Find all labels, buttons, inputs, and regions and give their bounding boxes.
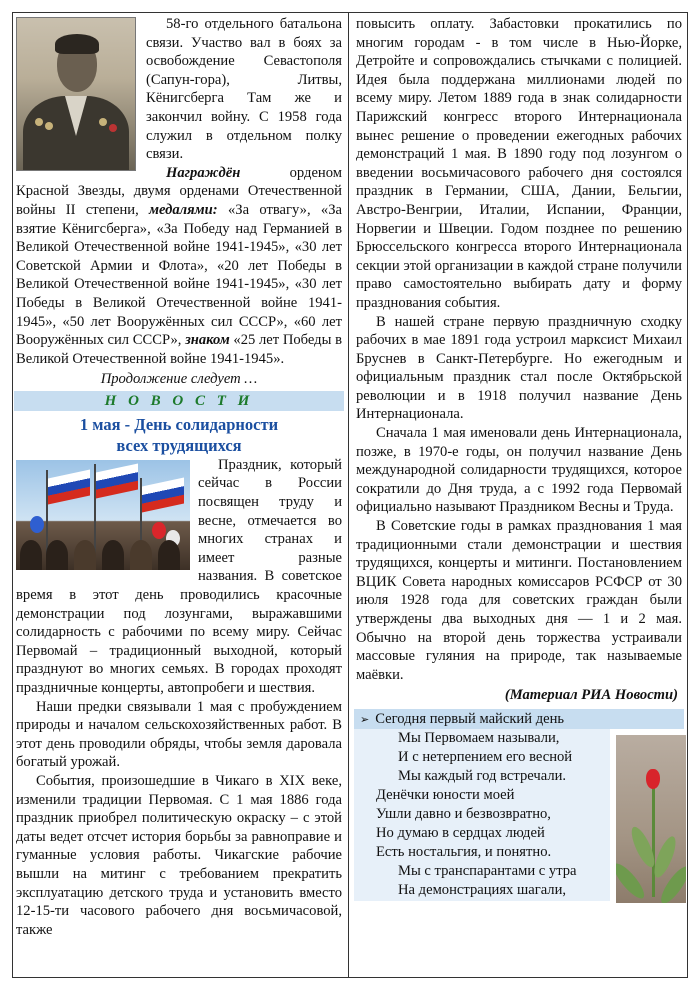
may-day-flags-photo [16, 460, 190, 570]
awards-sign: знаком [185, 332, 230, 349]
poem-block [354, 709, 684, 902]
poem-line: Мы каждый год встречали. [398, 767, 567, 784]
poem-line: Мы с транспарантами с утра [398, 862, 577, 879]
source-credit: (Материал РИА Новости) [504, 687, 678, 704]
poem-line: Ушли давно и безвозвратно, [376, 805, 551, 822]
poem-line: На демонстрациях шагали, [398, 881, 567, 898]
awards-text: Награждён орденом Красной Звезды, двумя орденами Отечественной войны II степени, медалями: «За отвагу», «За взятие Кёнигсберга», «За Победу над Германией в Великой Отечественной войне 1941-1945», «30 лет Советской Армии и Флота», «20 лет Победы в Великой Отечественной войне 1941-1945», «30 лет Победы в Великой Отечественной войне 1941-1945», «50 лет Вооружённых сил СССР», «60 лет Вооружённых сил СССР», знаком «25 лет Победы в Великой Отечественной войне 1941-1945». [16, 164, 342, 367]
arrow-bullet-icon: ➢ [360, 713, 370, 726]
article-paragraph-7: В Советские годы в рамках празднования 1 мая традиционными стали демонстрации и шествия трудящихся, концерты и митинги. Постановлением ВЦИК Совета народных комиссаров РСФСР от 30 июля 1928 года для советских граждан были утверждены два выходных дня — 1 и 2 мая. Обычно на второй день торжества устраивали массовые гуляния на природе, так называемые маёвки. [356, 518, 682, 683]
article-paragraph-4: повысить оплату. Забастовки прокатились по многим городам - в том числе в Нью-Йорке, Детройте и сопровождались стычками с полицией. Идея была поддержана миллионами людей по всему миру. Летом 1889 года в знак солидарности Парижский конгресс второго Интернационала вынес решение о проведении ежегодных рабочих демонстраций 1 мая. В 1890 году под лозунгом о введении восьмичасового рабочего дня состоялся праздник в Германии, США, Дании, Бельгии, Австро-Венгрии, Италии, Испании, Франции, Норвегии и Швеции. Годом позднее по решению Брюссельского конгресса второго Интернационала секции этой организации в каждой стране получили право самостоятельно выбирать дату и форму празднования события. [356, 16, 682, 311]
poem-first-line: ➢ Сегодня первый майский день [354, 709, 684, 729]
awards-lead: Награждён [166, 164, 241, 181]
article-paragraph-5: В нашей стране первую праздничную сходку рабочих в мае 1891 года устроил марксист Михаил Бруснев в Санкт-Петербурге. Но ежегодным и официальным праздник стал после Октябрьской революции и в 1918 получил название День Интернационала. [356, 313, 682, 423]
poem-lines [354, 729, 610, 901]
right-column [356, 15, 682, 902]
poem-line: Мы Первомаем называли, [398, 729, 560, 746]
article-headline-line-2: всех трудящихся [116, 435, 242, 455]
article-paragraph-3: События, произошедшие в Чикаго в XIX веке, изменили традиции Первомая. С 1 мая 1886 года праздник приобрел политическую окраску – с этой даты ведет отсчет история борьбы за равноправие и гуманные условия работы. Чикагские рабочие вышли на митинг с требованием прекратить эксплуатацию детского труда и установить вместо 12-15-ти часового рабочего дня восьмичасовой, также [16, 772, 342, 938]
veteran-portrait-photo [16, 17, 136, 171]
poem-line: Но думаю в сердцах людей [376, 824, 545, 841]
article-headline-line-1: 1 мая - День солидарности [79, 414, 279, 434]
bio-text: 58-го отдельного батальона связи. Участво вал в боях за освобождение Севастополя (Сапун-гора), Литвы, Кёнигсберга Там же и закончил войну. С 1958 года служил в отдельном полку связи. [146, 16, 342, 163]
news-section-header: Н О В О С Т И [14, 391, 344, 411]
article-paragraph-6: Сначала 1 мая именовали день Интернационала, позже, в 1970-е годы, он получил название День международной солидарности трудящихся, которое сократили до Дня труда, а с 1992 года Первомай официально называют Праздником Весны и Труда. [356, 425, 682, 516]
poem-line: И с нетерпением его весной [398, 748, 573, 765]
red-tulip-photo [616, 735, 686, 903]
poem-line: Денёчки юности моей [376, 786, 515, 803]
left-column [16, 15, 342, 939]
column-divider [348, 13, 349, 977]
continuation-note: Продолжение следует … [100, 371, 258, 388]
article-paragraph-1: Праздник, который сейчас в России посвящен труду и весне, отмечается во многих странах и имеет разные названия. В советское время в этот день проводились красочные демонстрации под лозунгами, выражавшими солидарность с рабочими по всему миру. Сейчас Первомай – традиционный выходной, который празднуют во многих семьях. В городах проходят праздничные концерты, автопробеги и шествия. [16, 456, 342, 696]
poem-line: Есть ностальгия, и понятно. [376, 843, 552, 860]
awards-medals: медалями: [149, 201, 218, 218]
article-paragraph-2: Наши предки связывали 1 мая с пробуждением природы и началом сельскохозяйственных работ. В этот день проводили обряды, чтобы земля даровала богатый урожай. [16, 698, 342, 771]
newspaper-page [12, 12, 688, 978]
